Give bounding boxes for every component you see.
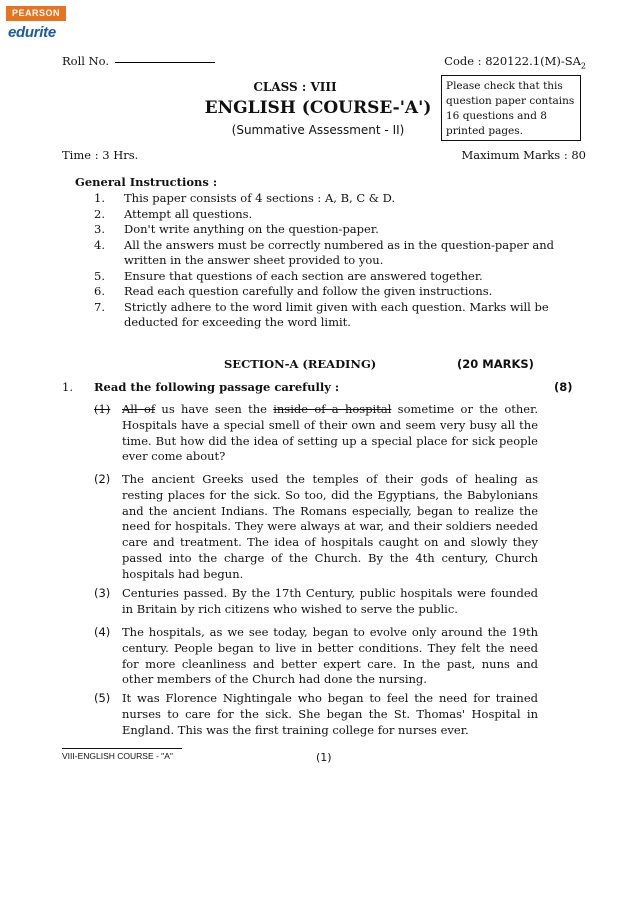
assessment-title: (Summative Assessment - II) — [231, 123, 405, 137]
passage-paragraph: The ancient Greeks used the temples of their gods of healing as resting places for the sick. So too, did the Egyptians, the Babylonians and the ancient Indians. The Romans especially, began to realize the need for hospitals. They were always at war, and their soldiers needed care and treatment. The idea of hospitals caught on and slowly they passed into the charge of the Church. By the 4th century, Church hospitals had begun. — [122, 472, 538, 581]
instruction-text: Attempt all questions. — [124, 206, 253, 221]
struck-text: All of — [122, 402, 156, 416]
passage-paragraph: Centuries passed. By the 17th Century, public hospitals were founded in Britain by rich citizens who wished to serve the public. — [122, 586, 538, 616]
paragraph-number: (2) — [94, 472, 111, 486]
instruction-num: 3. — [94, 222, 105, 236]
instruction-text: All the answers must be correctly numbered as in the question-paper and written in the answer sheet provided to you. — [124, 237, 555, 267]
instruction-num: 4. — [94, 237, 105, 252]
section-a-title: SECTION-A (READING) — [224, 357, 377, 371]
passage-paragraph — [122, 402, 538, 465]
instruction-text: Ensure that questions of each section are answered together. — [124, 268, 483, 283]
roll-blank — [115, 62, 215, 63]
instruction-item — [94, 269, 582, 285]
paragraph-number: (4) — [94, 625, 111, 639]
instruction-num: 1. — [94, 191, 105, 205]
time-label: Time : 3 Hrs. — [62, 148, 139, 162]
paragraph-text: sometime or the other. Hospitals have a special smell of their own and seem very busy all the time. But how did the idea of setting up a special place for sick people ever come about? — [122, 402, 538, 464]
code-text: Code : 820122.1(M)-SA — [444, 54, 581, 68]
instruction-item — [94, 207, 582, 223]
section-a-marks: (20 MARKS) — [457, 357, 534, 371]
question-text: Read the following passage carefully : — [94, 380, 340, 394]
max-marks-label: Maximum Marks : 80 — [461, 148, 586, 162]
footer-course: VIII-ENGLISH COURSE - "A" — [62, 751, 173, 761]
instruction-num: 7. — [94, 299, 105, 314]
check-note-box: Please check that this question paper contains 16 questions and 8 printed pages. — [441, 75, 581, 141]
code-subscript: 2 — [580, 61, 586, 71]
paragraph-number: (3) — [94, 586, 111, 600]
passage-paragraph: It was Florence Nightingale who began to feel the need for trained nurses to care for the sick. She began the St. Thomas' Hospital in England. This was the first training college for nurses ever. — [122, 691, 538, 737]
roll-label: Roll No. — [62, 54, 110, 68]
paragraph-number: (5) — [94, 691, 111, 705]
instruction-num: 6. — [94, 284, 105, 298]
passage-paragraph: The hospitals, as we see today, began to evolve only around the 19th century. People began to live in better conditions. They felt the need for more cleanliness and better expert care. In the past, nuns and other members of the Church had done the nursing. — [122, 625, 538, 687]
instruction-item — [94, 222, 582, 238]
footer-rule — [62, 748, 182, 749]
instruction-item — [94, 300, 582, 331]
instructions-list — [94, 191, 582, 331]
instruction-text: Don't write anything on the question-paper. — [124, 222, 379, 236]
instruction-item — [94, 191, 582, 207]
instruction-num: 2. — [94, 206, 105, 221]
edurite-logo: edurite — [8, 24, 56, 41]
question-marks: (8) — [554, 380, 573, 394]
question-number: 1. — [62, 380, 73, 394]
instruction-item — [94, 238, 582, 269]
instruction-text: This paper consists of 4 sections : A, B, C & D. — [124, 191, 396, 205]
instruction-item — [94, 284, 582, 300]
struck-text: inside of a hospital — [273, 402, 392, 416]
instructions-heading: General Instructions : — [75, 175, 218, 189]
subject-title: ENGLISH (COURSE-'A') — [204, 98, 432, 118]
instruction-text: Read each question carefully and follow the given instructions. — [124, 284, 493, 298]
pearson-logo: PEARSON — [6, 6, 66, 21]
roll-number — [62, 54, 215, 70]
instruction-text: Strictly adhere to the word limit given with each question. Marks will be deducted for exceeding the word limit. — [124, 299, 549, 329]
instruction-num: 5. — [94, 268, 105, 283]
paragraph-text: us have seen the — [155, 402, 274, 416]
class-title: CLASS : VIII — [253, 80, 337, 94]
paragraph-number: (1) — [94, 402, 111, 416]
paper-code — [444, 54, 586, 70]
page-number: (1) — [316, 751, 332, 764]
